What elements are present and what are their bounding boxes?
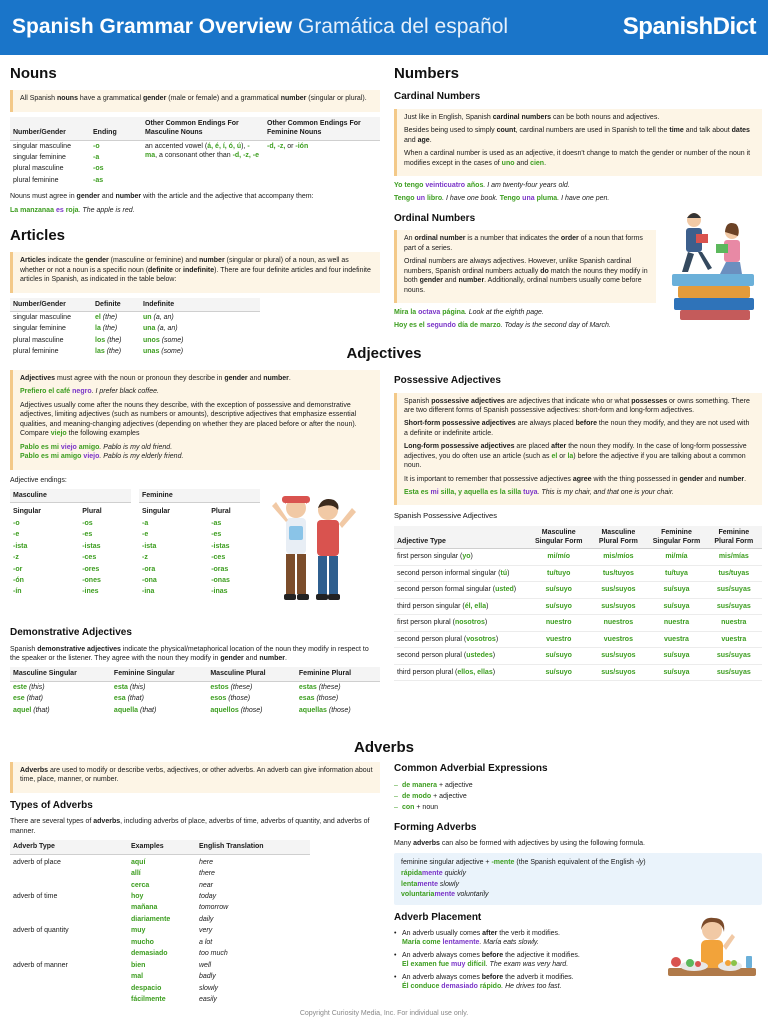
placement-list bbox=[394, 929, 656, 992]
feminine-endings: -d, -z, or -ión bbox=[267, 142, 309, 150]
list-item: • An adverb usually comes after the verb it modifies. María come lentamente. María eats slowly. bbox=[394, 929, 656, 948]
nouns-agreement: Nouns must agree in gender and number with the article and the adjective that accompany them: bbox=[10, 193, 314, 201]
common-expressions-list bbox=[394, 781, 762, 813]
endings-label: Adjective endings: bbox=[10, 476, 67, 484]
table-row: adverb of place aquí here bbox=[13, 858, 214, 866]
list-item: – con + noun bbox=[394, 803, 762, 812]
cardinal-example-2: Tengo un libro. I have one book. Tengo una pluma. I have one pen. bbox=[394, 195, 610, 203]
nouns-table: Number/Gender Ending Other Common Endings For Masculine Nouns Other Common Endings For Feminine Nouns singular masculine -o an accented vowel (á, é, í, ó, ú), -ma, a consonant other than -d, -z, -e -d, -z, or -ión singular feminine -a plural masculine -os plural feminine -as bbox=[10, 117, 380, 187]
forming-heading: Forming Adverbs bbox=[394, 821, 477, 833]
adverbs-note: Adverbs are used to modify or describe verbs, adjectives, or other adverbs. An adverb can give information about time, place, manner, or number. bbox=[10, 762, 380, 793]
list-item: – de modo + adjective bbox=[394, 792, 762, 801]
forming-text: Many adverbs can also be formed with adjectives by using the following formula. bbox=[394, 840, 645, 848]
title-spanish: Gramática del español bbox=[297, 15, 509, 39]
demonstrative-heading: Demonstrative Adjectives bbox=[10, 627, 132, 638]
numbers-heading: Numbers bbox=[394, 65, 460, 82]
table-row: second person plural (ustedes) su/suyo sus/suyos su/suya sus/suyas bbox=[394, 648, 762, 664]
table-row: third person plural (ellos, ellas) su/suyo sus/suyos su/suya sus/suyas bbox=[394, 664, 762, 680]
possessive-heading: Possessive Adjectives bbox=[394, 375, 501, 386]
masculine-endings-table: Masculine Singular Plural -o -os -e -es -ista -istas -z -ces -or -ores -ón -ones -ín -ines bbox=[10, 489, 131, 598]
adverbs-section bbox=[10, 762, 380, 1005]
table-row: singular masculine -o an accented vowel (á, é, í, ó, ú), -ma, a consonant other than -d, -z, -e -d, -z, or -ión bbox=[10, 140, 380, 152]
adjectives-heading-wrap bbox=[0, 344, 768, 370]
table-row: plural feminine -as bbox=[13, 176, 104, 184]
placement-heading: Adverb Placement bbox=[394, 911, 482, 923]
table-row: singular feminine la (the) una (a, an) bbox=[13, 325, 178, 333]
table-row: second person informal singular (tú) tu/tuyo tus/tuyos tu/tuya tus/tuyas bbox=[394, 565, 762, 581]
header-bar bbox=[0, 0, 768, 55]
table-row: adverb of manner bien well bbox=[13, 961, 212, 969]
cardinal-note: Just like in English, Spanish cardinal numbers can be both nouns and adjectives. Besides being used to simply count, cardinal numbers are used in Spanish to tell the time and talk about dates and age. When a cardinal number is used as an adjective, it doesn't change to match the gender or number of the noun it modifies except in the cases of uno and cien. bbox=[394, 109, 762, 176]
formula-box: feminine singular adjective + -mente (the Spanish equivalent of the English -ly) rápidamente quickly lentamente slowly voluntariamente voluntarily bbox=[394, 853, 762, 905]
articles-heading: Articles bbox=[10, 227, 66, 244]
table-row: plural masculine los (the) unos (some) bbox=[13, 336, 184, 344]
table-row: plural masculine -os bbox=[13, 165, 104, 173]
possessive-note: Spanish possessive adjectives are adjectives that indicate who or what possesses or owns something. There are two different forms of Spanish possessive adjectives: short-form and long-form adjectives. Short-form possessive adjectives are always placed before the noun they modify, and they are not used with a definite or indefinite article. Long-form possessive adjectives are placed after the noun they modify. In the case of long-form possessive adjectives, you do often use an article (such as el or la) before the adjective if you are talking about a common noun. It is important to remember that possessive adjectives agree with the thing possessed in gender and number. Esta es mi silla, y aquella es la silla tuya. This is my chair, and that one is your chair. bbox=[394, 393, 762, 506]
nouns-note bbox=[10, 90, 380, 111]
adverbs-heading-wrap bbox=[0, 738, 768, 764]
table-row: ese (that) esa (that) esos (those) esas (those) bbox=[13, 695, 339, 703]
cardinal-heading: Cardinal Numbers bbox=[394, 91, 481, 103]
possessive-table-title: Spanish Possessive Adjectives bbox=[394, 511, 497, 521]
ordinal-heading: Ordinal Numbers bbox=[394, 212, 476, 224]
common-expressions-heading: Common Adverbial Expressions bbox=[394, 763, 548, 774]
possessive-section bbox=[394, 374, 762, 681]
adverbs-heading: Adverbs bbox=[353, 739, 415, 756]
types-heading: Types of Adverbs bbox=[10, 799, 93, 811]
table-row: adverb of time hoy today bbox=[13, 893, 217, 900]
nouns-note-text: All Spanish nouns have a grammatical gender (male or female) and a grammatical number (singular or plural). bbox=[20, 95, 367, 103]
page-title bbox=[12, 13, 508, 41]
table-row: adverb of quantity muy very bbox=[13, 927, 213, 935]
endings-tables bbox=[10, 489, 260, 598]
types-text: There are several types of adverbs, including adverbs of place, adverbs of time, adverbs of quantity, and adverbs of manner. bbox=[10, 818, 370, 835]
nouns-example: La manzanaa es roja. The apple is red. bbox=[10, 206, 135, 214]
list-item: – de manera + adjective bbox=[394, 781, 762, 790]
table-row: aquel (that) aquella (that) aquellos (those) aquellas (those) bbox=[13, 706, 351, 714]
ordinal-example-2: Hoy es el segundo día de marzo. Today is the second day of March. bbox=[394, 322, 611, 330]
list-item: • An adverb always comes before the adjective it modifies. El examen fue muy difícil. The exam was very hard. bbox=[394, 951, 656, 970]
adjectives-heading: Adjectives bbox=[346, 345, 422, 362]
friends-illustration bbox=[262, 488, 362, 610]
list-item: • An adverb always comes before the adverb it modifies. Él conduce demasiado rápido. He drives too fast. bbox=[394, 973, 656, 992]
table-row: third person singular (él, ella) su/suyo sus/suyos su/suya sus/suyas bbox=[394, 598, 762, 614]
adjectives-note: Adjectives must agree with the noun or pronoun they describe in gender and number. Prefiero el café negro. I prefer black coffee. Adjectives usually come after the nouns they describe, with the exception of possessive and demonstrative adjectives, limiting adjectives (such as numbers or amounts), descriptive adjectives that emphasize essential qualities, and meaning-changing adjectives (depending on whether they are placed before or after the noun). Compare viejo the following examples Pablo es mi viejo amigo. Pablo is my old friend. Pablo es mi amigo viejo. Pablo is my elderly friend. bbox=[10, 370, 380, 470]
demonstrative-table: Masculine Singular Feminine Singular Masculine Plural Feminine Plural este (this) esta (this) estos (these) estas (these) ese (that) esa (that) esos (those) esas (those) aquel (that) aquella (that) aquellos (those) aquellas (those) bbox=[10, 667, 380, 716]
table-row: second person formal singular (usted) su/suyo sus/suyos su/suya sus/suyas bbox=[394, 582, 762, 598]
articles-section bbox=[10, 226, 380, 358]
table-row: plural feminine las (the) unas (some) bbox=[13, 348, 184, 356]
people-reading-illustration bbox=[666, 206, 762, 326]
table-row: first person singular (yo) mi/mío mis/míos mi/mía mis/mías bbox=[394, 549, 762, 565]
title-english: Spanish Grammar Overview bbox=[12, 15, 293, 39]
table-row: first person plural (nosotros) nuestro nuestros nuestra nuestra bbox=[394, 615, 762, 631]
table-row: singular masculine el (the) un (a, an) bbox=[13, 314, 174, 321]
feminine-endings-table: Feminine Singular Plural -a -as -e -es -ista -istas -z -ces -ora -oras -ona -onas -ina -inas bbox=[139, 489, 260, 598]
cardinal-example-1: Yo tengo veinticuatro años. I am twenty-four years old. bbox=[394, 181, 570, 189]
masculine-endings: an accented vowel (á, é, í, ó, ú), -ma, a consonant other than -d, -z, -e bbox=[145, 142, 260, 159]
articles-table: Number/Gender Definite Indefinite singular masculine el (the) un (a, an) singular feminine la (the) una (a, an) plural masculine los (the) unos (some) plural feminine las (the) unas (some) bbox=[10, 298, 260, 358]
demonstrative-section bbox=[10, 626, 380, 716]
nouns-heading: Nouns bbox=[10, 65, 57, 82]
adverb-types-table: Adverb Type Examples English Translation adverb of place aquí here allí there cerca near adverb of time hoy today mañana tomorrow diariamente daily adverb of quantity muy very mucho a lot demasiado too much adverb of manner bien well mal badly despacio slowly fácilmente easily bbox=[10, 840, 310, 1005]
spanishdict-logo[interactable]: SpanishDict bbox=[622, 13, 756, 41]
footer-copyright: Copyright Curiosity Media, Inc. For individual use only. bbox=[299, 1010, 469, 1017]
demonstrative-text: Spanish demonstrative adjectives indicate the physical/metaphorical location of the noun they modify in respect to the speaker or the listener. They agree with the noun they modify in gender and number. bbox=[10, 645, 369, 662]
table-row: second person plural (vosotros) vuestro vuestros vuestra vuestra bbox=[394, 631, 762, 647]
woman-eating-illustration bbox=[664, 912, 760, 1002]
table-row: singular feminine -a bbox=[13, 154, 100, 161]
nouns-section bbox=[10, 64, 380, 219]
ordinal-note: An ordinal number is a number that indicates the order of a noun that forms part of a series. Ordinal numbers are always adjectives. However, unlike Spanish cardinal numbers, Spanish ordinal numbers actually do match the nouns they modify in both gender and number. Additionally, ordinal numbers usually come before nouns. bbox=[394, 230, 656, 303]
table-row: este (this) esta (this) estos (these) estas (these) bbox=[13, 683, 341, 691]
articles-note: Articles indicate the gender (masculine or feminine) and number (singular or plural) of a noun, as well as whether or not a noun is a specific noun (definite or indefinite). There are four definite articles and four indefinite articles in Spanish, as indicated in the table below: bbox=[10, 252, 380, 292]
ordinal-example-1: Mira la octava página. Look at the eighth page. bbox=[394, 308, 544, 316]
possessive-table: Adjective Type Masculine Singular Form Masculine Plural Form Feminine Singular Form Feminine Plural Form first person singular (yo) mi/mío mis/míos mi/mía mis/mías second person informal singular (tú) tu/tuyo tus/tuyos tu/tuya tus/tuyas second person formal singular (usted) su/suyo sus/suyos su/suya sus/suyas third person singular (él, ella) su/suyo sus/suyos su/suya sus/suyas first person plural (nosotros) nuestro nuestros nuestra nuestra second person plural (vosotros) vuestro vuestros vuestra vuestra second person plural (ustedes) su/suyo sus/suyos su/suya sus/suyas third person plural (ellos, ellas) su/suyo sus/suyos su/suya sus/suyas bbox=[394, 526, 762, 681]
